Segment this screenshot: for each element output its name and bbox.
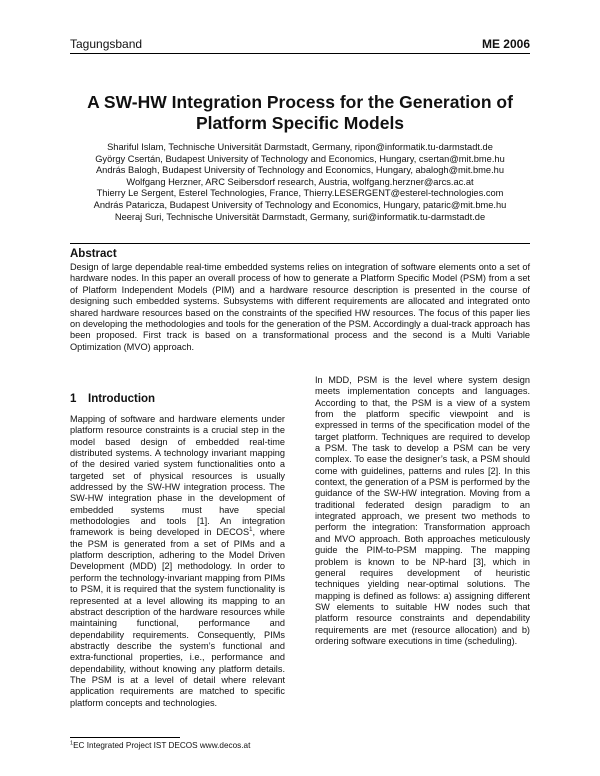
abstract-heading: Abstract <box>70 248 117 260</box>
header-conference-label: ME 2006 <box>481 37 530 51</box>
intro-paragraph-1 <box>70 414 285 709</box>
right-column <box>315 375 530 658</box>
author-2: György Csertán, Budapest University of Technology and Economics, Hungary, csertan@mit.bme.hu <box>95 153 505 164</box>
section-number: 1 <box>70 393 77 405</box>
paper-title <box>70 92 530 134</box>
intro-paragraph-2: In MDD, PSM is the level where system design meets implementation concepts and languages. According to that, the PSM is a view of a system from the platform specific viewpoint and is expressed in terms of the specification model of the target platform. Techniques are required to develop a PSM. The task to develop a PSM can be very complex. To ease the designer’s task, a PSM should come with guidelines, patterns and rules [2]. In this context, the generation of a PSM is performed by the guidance of the SW-HW integration. Moving from a traditional federated design paradigm to an integrated approach, we present two methods to perform the integration: Transformation approach and MVO approach. Both approaches meticulously guide the PIM-to-PSM mapping. The mapping problem is known to be NP-hard [3], which in general requires development of heuristic techniques yielding near-optimal solutions. The mapping is defined as follows: a) assigning different SW elements to suitable HW nodes such that platform resource constraints and dependability requirements are met (resource allocation) and b) ordering software executions in time (scheduling). <box>315 375 531 646</box>
section-title: Introduction <box>88 393 156 405</box>
paper-title-line-1: A SW-HW Integration Process for the Generation of <box>87 92 513 112</box>
abstract-text: Design of large dependable real-time embedded systems relies on integration of software elements onto a set of hardware nodes. In this paper an overall process of how to generate a Platform Specific Model (PSM) from a set of Platform Independent Models (PIM) and a hardware resource description is presented in the course of designing such embedded systems. Subsystems with different requirements are allocated and integrated onto shared hardware resources based on the constraints of the specified HW resources. The focus of this paper lies on developing the methodologies and tools for the generation of the PSM. Accordingly a dual-track approach has been proposed. First track is based on a transformational process and the second is a Multi Variable Optimization (MVO) approach. <box>70 262 530 352</box>
footnote-marker[interactable]: 1 <box>249 527 253 534</box>
author-5: Thierry Le Sergent, Esterel Technologies, France, Thierry.LESERGENT@esterel-technologies.com <box>96 188 504 199</box>
author-3: András Balogh, Budapest University of Technology and Economics, Hungary, abalogh@mit.bme.hu <box>95 165 505 176</box>
footnote-number: 1 <box>70 740 74 747</box>
author-7: Neeraj Suri, Technische Universität Darmstadt, Germany, suri@informatik.tu-darmstadt.de <box>114 211 486 222</box>
paper-title-line-2: Platform Specific Models <box>195 113 405 133</box>
footnote <box>70 741 310 751</box>
footnote-text: EC Integrated Project IST DECOS www.decos.at <box>73 741 251 750</box>
author-6: András Pataricza, Budapest University of Technology and Economics, Hungary, pataric@mit.bme.hu <box>93 199 507 210</box>
abstract-divider <box>70 243 530 244</box>
author-4: Wolfgang Herzner, ARC Seibersdorf research, Austria, wolfgang.herzner@arcs.ac.at <box>126 176 474 187</box>
author-list <box>70 142 530 223</box>
left-column <box>70 392 285 720</box>
header-proceedings-label: Tagungsband <box>70 37 143 51</box>
header-divider <box>70 53 530 54</box>
intro-p1-text-a: Mapping of software and hardware elements under platform resource constraints is a crucial step in the model based design of embedded real-time distributed systems. A technology invariant mapping of the desired varied system functionalities onto a targeted set of physical resources is usually addressed by the SW-HW integration process. The SW-HW integration phase in the development of embedded systems must have special methodologies and tools [1]. An integration framework is being developed in DECOS <box>70 414 285 538</box>
footnote-divider <box>70 737 180 738</box>
section-heading-introduction <box>70 392 285 406</box>
author-1: Shariful Islam, Technische Universität Darmstadt, Germany, ripon@informatik.tu-darmstadt.de <box>107 142 493 152</box>
intro-p1-text-b: , where the PSM is generated from a set of PIMs and a platform description, adhering to the Model Driven Development (MDD) [2] methodology. In order to perform the technology-invariant mapping from PIMs to PSM, it is required that the system functionality is represented at a level allowing its mapping to an abstract description of the hardware resources while maintaining functional, performance and dependability requirements. Consequently, PIMs abstractly describe the system’s functional and extra-functional properties, i.e., performance and dependability, without knowing any platform details. The PSM is at a level of detail where relevant application requirements are matched to specific platform concepts and technologies. <box>70 527 285 708</box>
